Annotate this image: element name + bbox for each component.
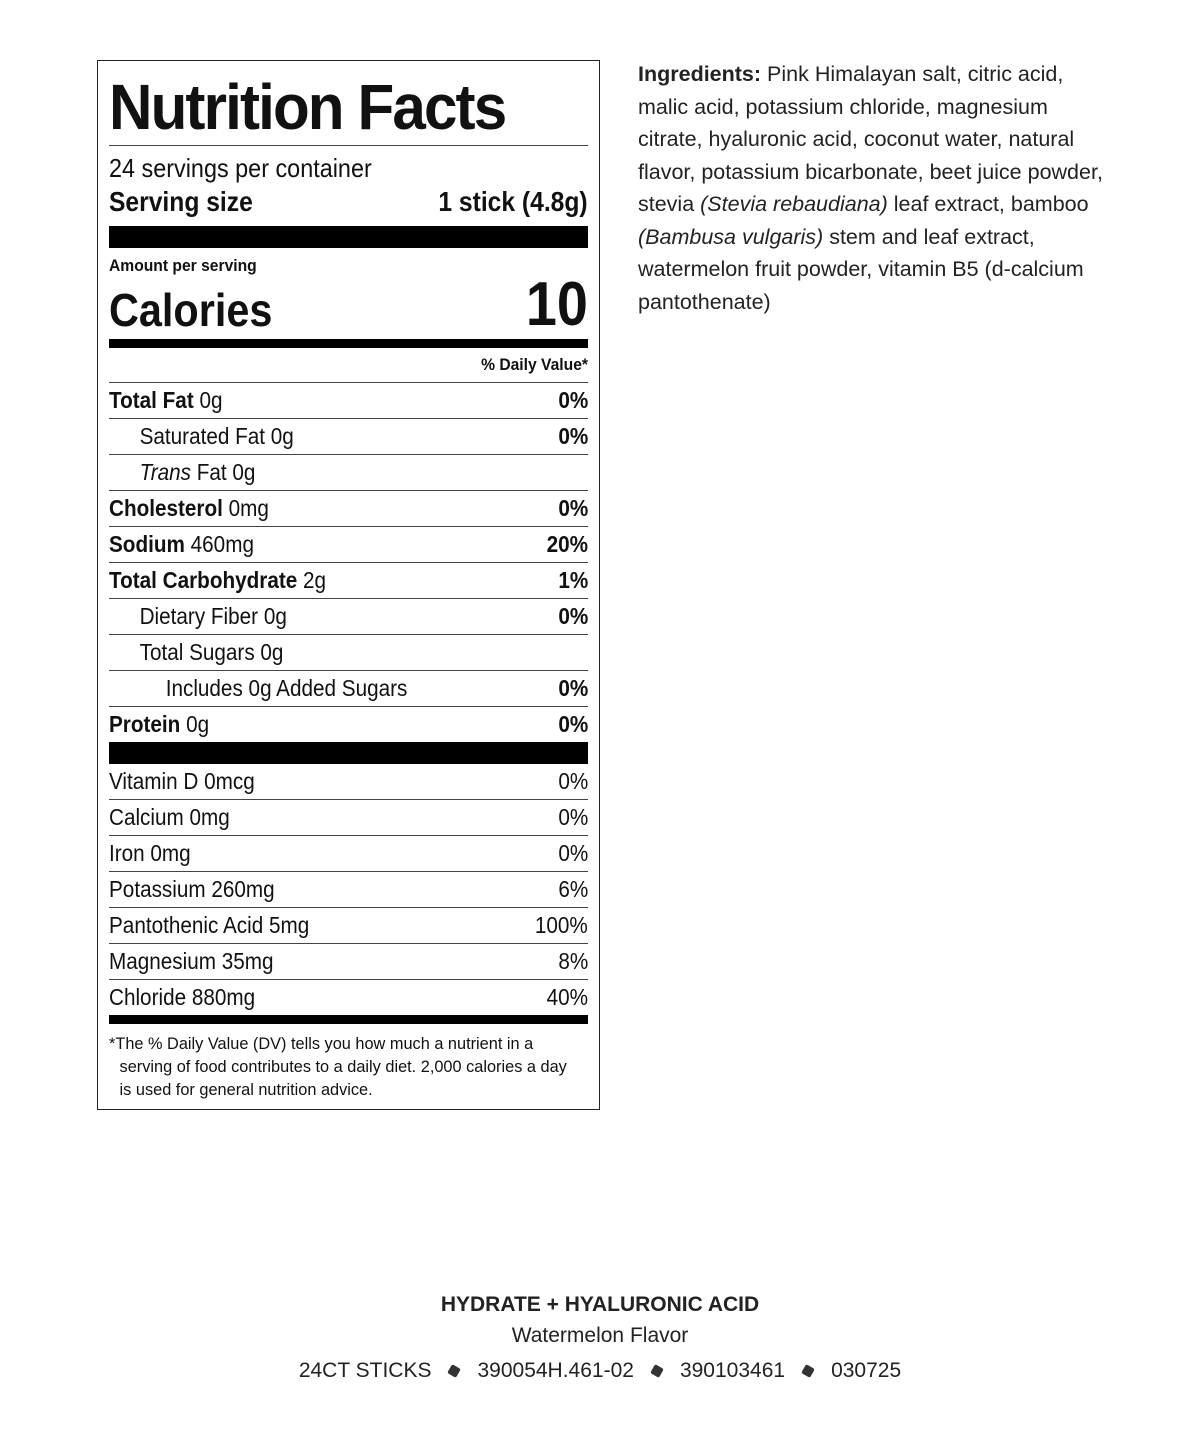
serving-size-row xyxy=(109,184,588,220)
product-flavor: Watermelon Flavor xyxy=(511,1324,689,1347)
hexagon-bullet-icon xyxy=(650,1365,664,1379)
nutrient-pct: 0% xyxy=(558,423,588,449)
nutrient-pct: 0% xyxy=(558,711,588,737)
nutrient-row-protein xyxy=(109,706,588,742)
thick-divider xyxy=(109,742,588,764)
hexagon-bullet-icon xyxy=(448,1365,462,1379)
product-code: 24CT STICKS xyxy=(298,1359,432,1382)
nutrient-pct: 20% xyxy=(546,531,588,557)
vitamin-pct: 40% xyxy=(546,984,588,1010)
vitamin-name: Pantothenic Acid 5mg xyxy=(109,912,310,938)
nutrient-name: Sodium xyxy=(109,531,185,557)
vitamin-pct: 6% xyxy=(558,876,588,902)
ingredients-text: stem and leaf extract, watermelon fruit powder, vitamin B5 (d-calcium pantothenate) xyxy=(638,224,1084,314)
nutrient-pct: 0% xyxy=(558,495,588,521)
nutrient-amount: 0g xyxy=(232,459,256,485)
vitamin-row xyxy=(109,943,588,979)
product-name: HYDRATE + HYALURONIC ACID xyxy=(440,1293,760,1316)
divider xyxy=(109,145,588,146)
nutrient-pct: 0% xyxy=(558,387,588,413)
calories-value: 10 xyxy=(525,270,588,339)
vitamin-pct: 100% xyxy=(535,912,588,938)
nutrient-amount: 0g xyxy=(186,711,210,737)
nutrient-pct: 0% xyxy=(558,603,588,629)
nutrient-row-added-sugars xyxy=(109,670,588,706)
nutrient-amount: 0g xyxy=(199,387,223,413)
vitamin-pct: 8% xyxy=(558,948,588,974)
ingredients-italic: (Bambusa vulgaris) xyxy=(638,224,824,249)
ingredients-label: Ingredients: xyxy=(638,62,762,86)
vitamin-name: Vitamin D 0mcg xyxy=(109,768,255,794)
vitamin-row xyxy=(109,835,588,871)
daily-value-footnote: *The % Daily Value (DV) tells you how much a nutrient in a serving of food contributes to a daily diet. 2,000 calories a day is used for general nutrition advice. xyxy=(109,1034,567,1099)
vitamin-name: Magnesium 35mg xyxy=(109,948,274,974)
ingredients-text: Pink Himalayan salt, citric acid, malic acid, potassium chloride, magnesium citrate, hyaluronic acid, coconut water, natural flavor, potassium bicarbonate, beet juice powder, stevia xyxy=(638,62,1103,216)
nutrient-name: Protein xyxy=(109,711,181,737)
vitamin-row xyxy=(109,764,588,799)
nutrient-pct: 1% xyxy=(558,567,588,593)
serving-size-label: Serving size xyxy=(109,186,253,217)
nutrient-row-saturated-fat xyxy=(109,418,588,454)
nutrient-row-total-carbohydrate xyxy=(109,562,588,598)
nutrient-row-cholesterol xyxy=(109,490,588,526)
nutrient-row-total-fat xyxy=(109,382,588,418)
product-code: 030725 xyxy=(831,1359,902,1382)
calories-row xyxy=(109,270,588,339)
nutrient-amount: 460mg xyxy=(190,531,254,557)
medium-divider xyxy=(109,1015,588,1024)
vitamin-pct: 0% xyxy=(558,768,588,794)
thick-divider xyxy=(109,226,588,248)
nutrient-row-sodium xyxy=(109,526,588,562)
nutrient-amount: 0mg xyxy=(228,495,269,521)
product-code: 390054H.461-02 xyxy=(477,1359,634,1382)
product-code: 390103461 xyxy=(679,1359,786,1382)
amount-per-serving: Amount per serving xyxy=(109,256,257,275)
ingredients-italic: (Stevia rebaudiana) xyxy=(700,192,888,216)
vitamin-name: Potassium 260mg xyxy=(109,876,275,902)
vitamin-name: Calcium 0mg xyxy=(109,804,230,830)
hexagon-bullet-icon xyxy=(801,1365,815,1379)
nutrient-name: Total Sugars xyxy=(139,639,255,665)
product-codes xyxy=(0,1359,1200,1383)
nutrient-row-dietary-fiber xyxy=(109,598,588,634)
nutrient-name: Includes 0g Added Sugars xyxy=(165,675,408,701)
nutrient-row-total-sugars xyxy=(109,634,588,670)
ingredients-paragraph xyxy=(638,58,1108,318)
nutrient-name: Trans xyxy=(139,459,191,485)
ingredients-text: leaf extract, bamboo xyxy=(887,192,1089,216)
nutrient-pct: 0% xyxy=(558,675,588,701)
nutrient-name: Saturated Fat xyxy=(139,423,266,449)
vitamin-pct: 0% xyxy=(558,804,588,830)
nutrition-facts-title: Nutrition Facts xyxy=(109,71,506,143)
nutrient-name: Cholesterol xyxy=(109,495,223,521)
vitamin-row xyxy=(109,907,588,943)
daily-value-header: % Daily Value* xyxy=(481,355,588,374)
nutrient-amount: 0g xyxy=(270,423,294,449)
calories-label: Calories xyxy=(109,284,273,336)
nutrient-amount: 0g xyxy=(263,603,287,629)
nutrient-name: Total Fat xyxy=(109,387,194,413)
medium-divider xyxy=(109,339,588,348)
nutrient-name-suffix: Fat xyxy=(196,459,227,485)
nutrient-name: Total Carbohydrate xyxy=(109,567,298,593)
vitamin-row xyxy=(109,799,588,835)
vitamin-row xyxy=(109,871,588,907)
vitamin-name: Chloride 880mg xyxy=(109,984,256,1010)
nutrient-amount: 2g xyxy=(302,567,327,593)
nutrient-name: Dietary Fiber xyxy=(139,603,259,629)
nutrient-row-trans-fat xyxy=(109,454,588,490)
serving-size-value: 1 stick (4.8g) xyxy=(438,186,588,217)
vitamin-name: Iron 0mg xyxy=(109,840,191,866)
vitamin-row xyxy=(109,979,588,1015)
servings-per-container: 24 servings per container xyxy=(109,153,372,183)
nutrient-amount: 0g xyxy=(260,639,284,665)
nutrition-facts-panel xyxy=(97,60,600,1110)
vitamin-pct: 0% xyxy=(558,840,588,866)
